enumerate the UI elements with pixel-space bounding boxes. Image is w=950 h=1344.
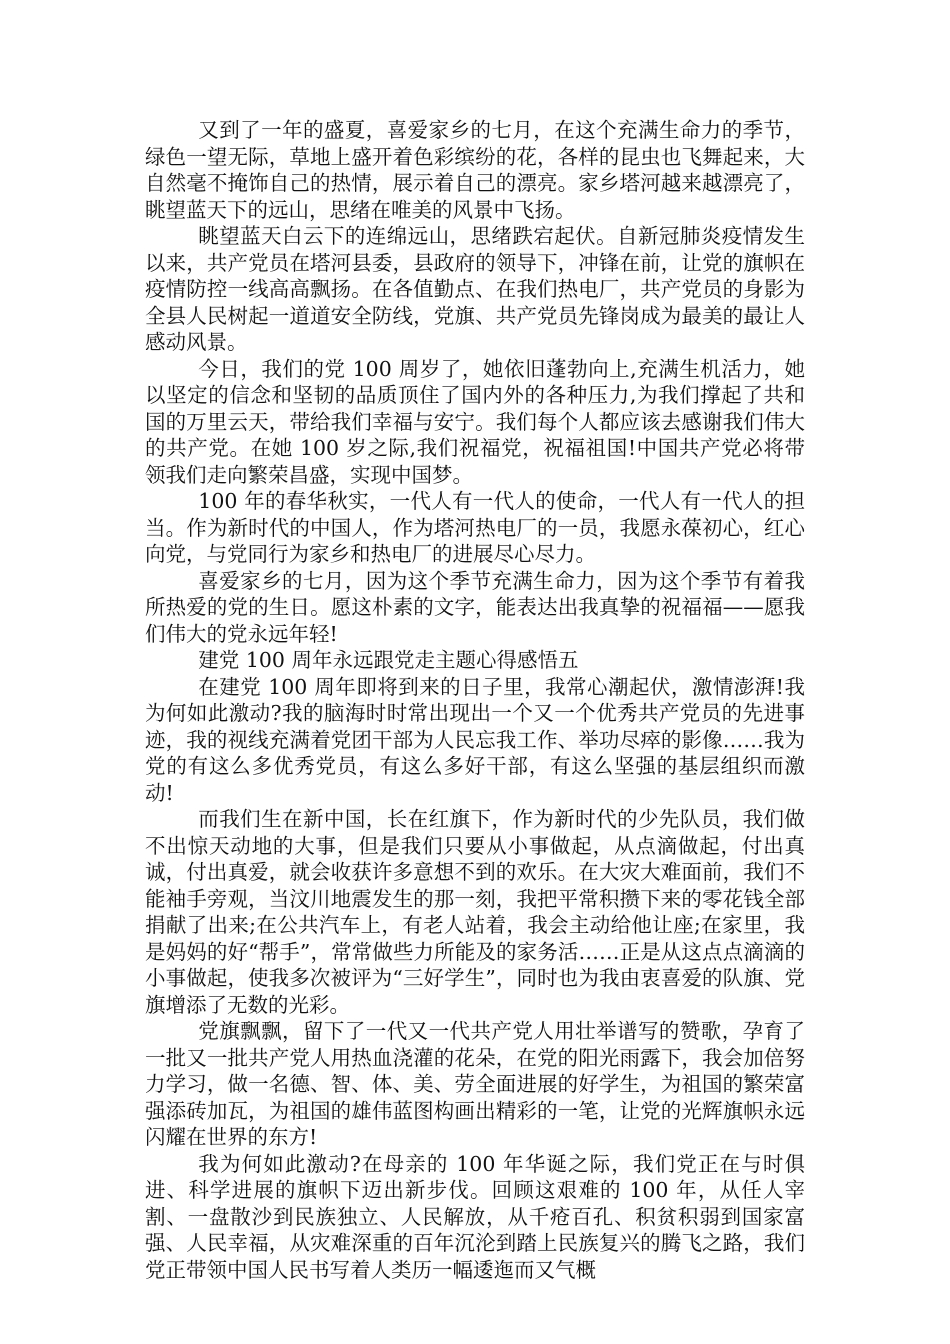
paragraph-4: 100 年的春华秋实，一代人有一代人的使命，一代人有一代人的担当。作为新时代的中国人，作为塔河热电厂的一员，我愿永葆初心，红心向党，与党同行为家乡和热电厂的进展尽心尽力。 — [145, 489, 805, 566]
paragraph-5: 喜爱家乡的七月，因为这个季节充满生命力，因为这个季节有着我所热爱的党的生日。愿这朴素的文字，能表达出我真挚的祝福福——愿我们伟大的党永远年轻! — [145, 568, 805, 646]
paragraph-9: 我为何如此激动?在母亲的 100 年华诞之际，我们党正在与时俱进、科学进展的旗帜下迈出新步伐。回顾这艰难的 100 年，从任人宰割、一盘散沙到民族独立、人民解放，从千疮百孔、积贫积弱到国家富强、人民幸福，从灾难深重的百年沉沦到踏上民族复兴的腾飞之路，我们党正带领中国人民书写着人类历一幅逶迤而又气概 — [145, 1151, 805, 1282]
paragraph-2: 眺望蓝天白云下的连绵远山，思绪跌宕起伏。自新冠肺炎疫情发生以来，共产党员在塔河县委，县政府的领导下，冲锋在前，让党的旗帜在疫情防控一线高高飘扬。在各值勤点、在我们热电厂，共产党员的身影为全县人民树起一道道安全防线，党旗、共产党员先锋岗成为最美的最让人感动风景。 — [145, 224, 805, 354]
paragraph-6: 在建党 100 周年即将到来的日子里，我常心潮起伏，激情澎湃!我为何如此激动?我的脑海时时常出现出一个又一个优秀共产党员的先进事迹，我的视线充满着党团干部为人民忘我工作、举功尽瘁的影像……我为党的有这么多优秀党员，有这么多好干部，有这么坚强的基层组织而激动! — [145, 674, 805, 805]
paragraph-7: 而我们生在新中国，长在红旗下，作为新时代的少先队员，我们做不出惊天动地的大事，但是我们只要从小事做起，从点滴做起，付出真诚，付出真爱，就会收获许多意想不到的欢乐。在大灾大难面前，我们不能袖手旁观，当汶川地震发生的那一刻，我把平常积攒下来的零花钱全部捐献了出来;在公共汽车上，有老人站着，我会主动给他让座;在家里，我是妈妈的好“帮手”，常常做些力所能及的家务活……正是从这点点滴滴的小事做起，使我多次被评为“三好学生”，同时也为我由衷喜爱的队旗、党旗增添了无数的光彩。 — [145, 807, 805, 1017]
section-heading: 建党 100 周年永远跟党走主题心得感悟五 — [198, 648, 579, 672]
paragraph-3: 今日，我们的党 100 周岁了，她依旧蓬勃向上,充满生机活力，她以坚定的信念和坚韧的品质顶住了国内外的各种压力,为我们撑起了共和国的万里云天，带给我们幸福与安宁。我们每个人都应该去感谢我们伟大的共产党。在她 100 岁之际,我们祝福党，祝福祖国!中国共产党必将带领我们走向繁荣昌盛，实现中国梦。 — [145, 356, 805, 487]
paragraph-1: 又到了一年的盛夏，喜爱家乡的七月，在这个充满生命力的季节，绿色一望无际，草地上盛开着色彩缤纷的花，各样的昆虫也飞舞起来，大自然毫不掩饰自己的热情，展示着自己的漂亮。家乡塔河越来越漂亮了，眺望蓝天下的远山，思绪在唯美的风景中飞扬。 — [145, 118, 805, 222]
paragraph-8: 党旗飘飘，留下了一代又一代共产党人用壮举谱写的赞歌，孕育了一批又一批共产党人用热血浇灌的花朵，在党的阳光雨露下，我会加倍努力学习，做一名德、智、体、美、劳全面进展的好学生，为祖国的繁荣富强添砖加瓦，为祖国的雄伟蓝图构画出精彩的一笔，让党的光辉旗帜永远闪耀在世界的东方! — [145, 1019, 805, 1149]
document-page — [145, 117, 805, 1283]
